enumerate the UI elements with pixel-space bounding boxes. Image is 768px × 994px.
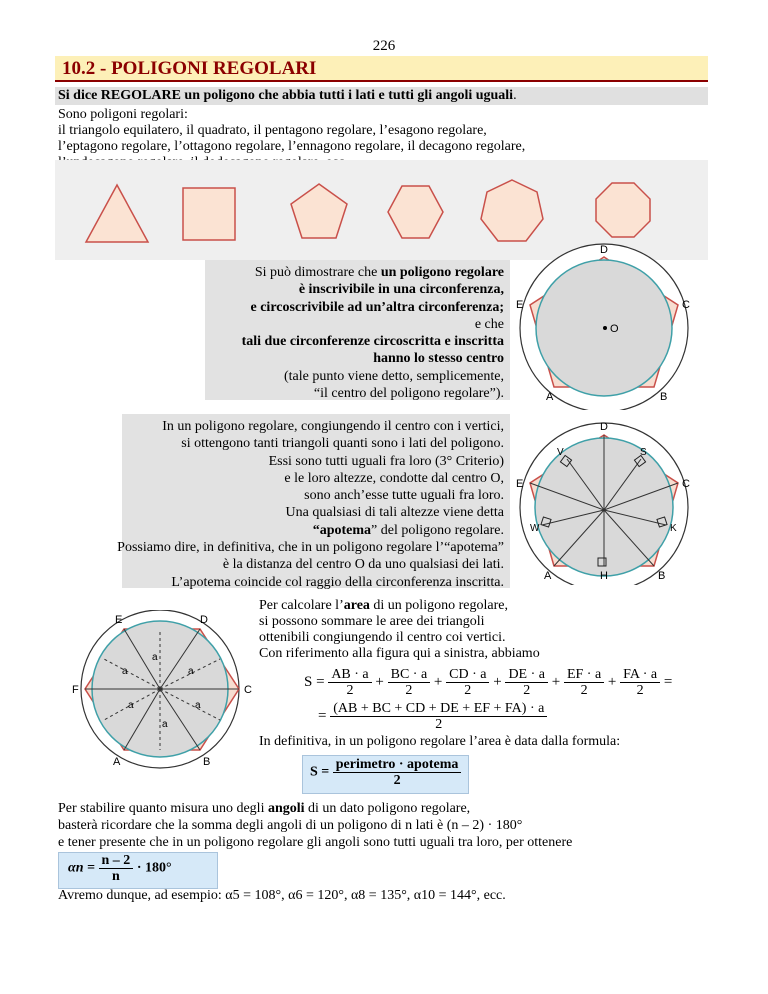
label-b: B: [660, 391, 668, 403]
area-term: area: [343, 598, 370, 613]
area-intro: [259, 598, 540, 662]
angles-line2: basterà ricordare che la somma degli angoli di un poligono di n lati è (n – 2) · 180°: [58, 818, 523, 833]
apothem-label-c: C: [682, 478, 690, 490]
block1-bold2: è inscrivibile in una circonferenza,: [298, 282, 504, 298]
block2-text: [100, 418, 504, 539]
block3-text: Possiamo dire, in definitiva, che in un poligono regolare l’“apotema” è la distanza del centro O da uno qualsiasi dei lati. L’apotema coincide col raggio della circonferenza inscritta.: [117, 540, 504, 590]
hexagon-label-b: B: [203, 756, 211, 768]
apothem-label-k: K: [670, 523, 677, 534]
area-intro-a: Per calcolare l’: [259, 598, 344, 613]
angles-line1-b: di un dato poligono regolare,: [304, 801, 471, 816]
eq-sign: =: [663, 673, 673, 690]
angle-examples: Avremo dunque, ad esempio: α5 = 108°, α6 = 120°, α8 = 135°, α10 = 144°, ecc.: [58, 888, 506, 903]
center-point: [603, 326, 607, 330]
plus-2: +: [433, 673, 443, 690]
block1-line2: e che: [474, 316, 504, 332]
angles-line1-a: Per stabilire quanto misura uno degli: [58, 801, 268, 816]
apothem-label-v: V: [557, 447, 564, 458]
pentagon-apothems-figure: [512, 415, 702, 585]
apothem-label-h: H: [600, 570, 608, 582]
plus-1: +: [375, 673, 384, 690]
definition: [58, 88, 517, 104]
hexagon-figure: [60, 610, 255, 775]
block1-bold5: hanno lo stesso centro: [373, 351, 504, 367]
term-bc: $\frac{BC \cdot a}{2}$: [388, 667, 431, 698]
label-d: D: [600, 244, 608, 256]
block1-bold4: tali due circonferenze circoscritta e inscritta: [241, 334, 504, 350]
angle-formula: [68, 853, 172, 884]
block1-line3: (tale punto viene detto, semplicemente,: [283, 368, 504, 384]
octagon-shape: [596, 183, 650, 237]
apotema-term: “apotema: [312, 522, 372, 538]
definition-end: .: [513, 88, 517, 103]
plus-3: +: [493, 673, 502, 690]
area-sum-equation: [304, 667, 672, 698]
label-e: E: [516, 299, 524, 311]
hexagon-label-a: A: [113, 756, 121, 768]
block1-text: [160, 264, 504, 402]
definition-bold: Si dice REGOLARE un poligono che abbia tutti i lati e tutti gli angoli uguali: [58, 88, 514, 103]
svg-text:a: a: [188, 666, 194, 677]
plus-4: +: [551, 673, 561, 690]
block1-bold1: un poligono regolare: [380, 265, 504, 280]
svg-text:a: a: [152, 652, 158, 663]
apothem-label-b: B: [658, 570, 666, 582]
apothem-label-a: A: [544, 570, 552, 582]
area-combined-equation: [318, 701, 547, 732]
term-cd: $\frac{CD \cdot a}{2}$: [446, 667, 489, 698]
term-de: $\frac{DE \cdot a}{2}$: [505, 667, 548, 698]
angles-paragraph: [58, 800, 572, 851]
area-formula: [310, 757, 461, 788]
label-c: C: [682, 299, 690, 311]
angle-rhs: · 180°: [136, 860, 172, 876]
eq-s: S =: [304, 673, 325, 690]
pentagon-circles-figure: [512, 240, 702, 410]
angle-lhs: αn =: [68, 860, 96, 876]
term-ef: $\frac{EF \cdot a}{2}$: [564, 667, 604, 698]
combined-fraction: $\frac{(AB + BC + CD + DE + EF + FA) \cdot a}{2}$: [330, 701, 547, 732]
block1-bold3: e circoscrivibile ad un’altra circonferenza;: [250, 299, 504, 315]
formula-fraction: $\frac{\text{perimetro · apotema}}{2}$: [333, 757, 462, 788]
plus-5: +: [607, 673, 617, 690]
svg-text:a: a: [162, 719, 168, 730]
block1-line4: “il centro del poligono regolare”).: [313, 386, 504, 402]
apothem-label-w: W: [530, 523, 540, 534]
apothem-label-e: E: [516, 478, 524, 490]
intro-paragraph: Sono poligoni regolari: il triangolo equilatero, il quadrato, il pentagono regolare, l’esagono regolare, l’eptagono regolare, l’ottagono regolare, l’ennagono regolare, il decagono regolare,: [58, 107, 526, 154]
formula-s: S =: [310, 764, 330, 780]
label-o: O: [610, 323, 619, 335]
apothem-label-d: D: [600, 421, 608, 433]
hexagon-label-f: F: [72, 684, 79, 696]
title-underline: [55, 80, 708, 82]
term-ab: $\frac{AB \cdot a}{2}$: [328, 667, 371, 698]
area-conclusion: In definitiva, in un poligono regolare l’area è data dalla formula:: [259, 734, 621, 749]
term-fa: $\frac{FA \cdot a}{2}$: [620, 667, 660, 698]
svg-text:a: a: [128, 700, 134, 711]
square-shape: [183, 188, 235, 240]
block1-line1: Si può dimostrare che: [254, 265, 381, 280]
angle-fraction: $\frac{n - 2}{n}$: [99, 853, 134, 884]
block2-body: In un poligono regolare, congiungendo il centro con i vertici, si ottengono tanti triangoli quanti sono i lati del poligono. Essi sono tutti uguali fra loro (3° Criterio) e le loro altezze, condotte dal centro O, sono anch’esse tutte uguali fra loro. Una qualsiasi di tali altezze viene detta: [162, 419, 504, 521]
svg-text:a: a: [122, 666, 128, 677]
svg-text:a: a: [195, 700, 201, 711]
hexagon-label-d: D: [200, 614, 208, 626]
area-intro-b: di un poligono regolare, si possono sommare le aree dei triangoli ottenibili congiungendo il centro coi vertici. Con riferimento alla figura qui a sinistra, abbiamo: [259, 598, 540, 661]
label-a: A: [546, 391, 554, 403]
page-number: 226: [372, 38, 396, 54]
section-title: 10.2 - POLIGONI REGOLARI: [62, 58, 317, 79]
apothem-label-s: S: [640, 447, 647, 458]
angles-line3: e tener presente che in un poligono regolare gli angoli sono tutti uguali tra loro, per ottenere: [58, 835, 573, 850]
apotema-tail: ” del poligono regolare.: [371, 522, 504, 538]
hexagon-label-e: E: [115, 614, 123, 626]
hexagon-label-c: C: [244, 684, 252, 696]
eq2-sign: =: [318, 707, 327, 724]
angles-term: angoli: [267, 801, 305, 816]
